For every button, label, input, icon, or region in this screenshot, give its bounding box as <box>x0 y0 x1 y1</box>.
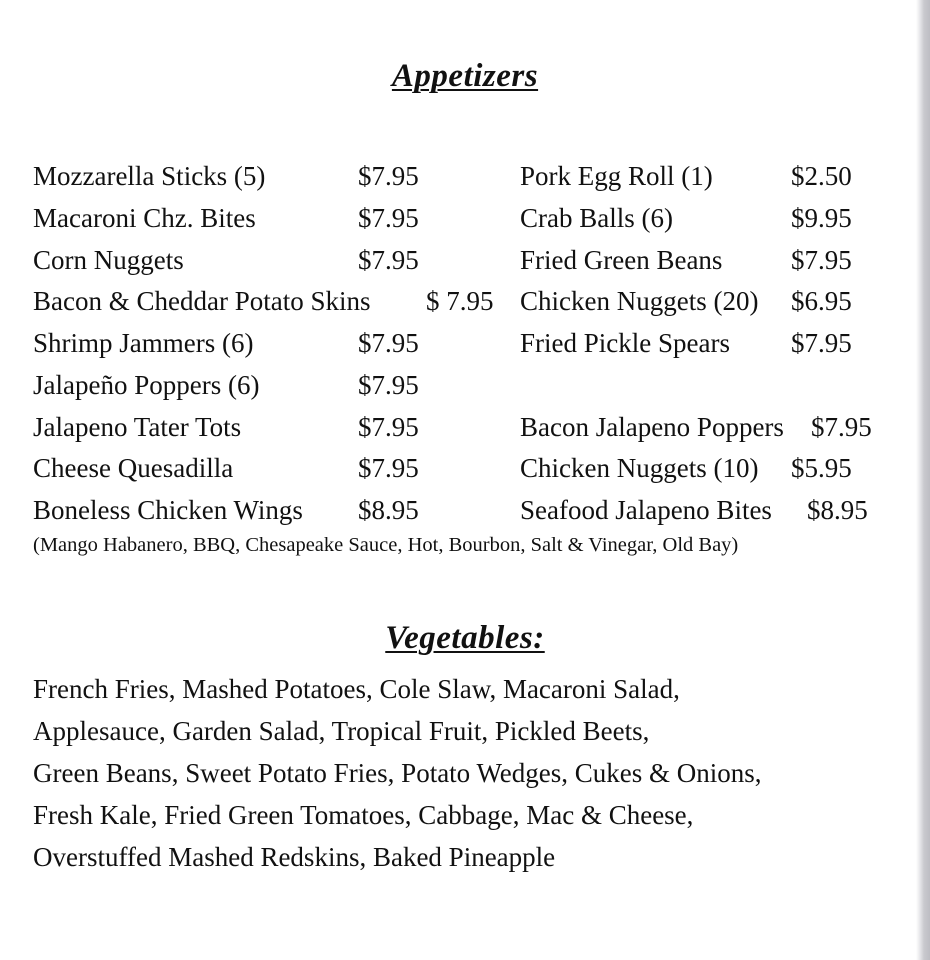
vegetables-line: Overstuffed Mashed Redskins, Baked Pineapple <box>33 842 556 872</box>
menu-item-name: Mozzarella Sticks (5) <box>33 161 266 191</box>
menu-item-price: $8.95 <box>807 495 868 525</box>
menu-item-price: $7.95 <box>791 245 852 275</box>
menu-item-price: $6.95 <box>791 286 852 316</box>
menu-item-name: Pork Egg Roll (1) <box>520 161 713 191</box>
menu-item-name: Shrimp Jammers (6) <box>33 328 254 358</box>
vegetables-heading: Vegetables: <box>385 620 545 656</box>
appetizers-heading: Appetizers <box>391 58 539 94</box>
menu-item-name: Chicken Nuggets (20) <box>520 286 759 316</box>
page-edge-shadow <box>916 0 930 960</box>
menu-item-price: $7.95 <box>358 412 419 442</box>
menu-item-price: $7.95 <box>358 453 419 483</box>
menu-item-price: $7.95 <box>358 370 419 400</box>
menu-item-price: $7.95 <box>358 328 419 358</box>
menu-item-price: $7.95 <box>811 412 872 442</box>
menu-item-price: $5.95 <box>791 453 852 483</box>
menu-item-name: Seafood Jalapeno Bites <box>520 495 772 525</box>
menu-item-name: Jalapeño Poppers (6) <box>33 370 260 400</box>
menu-item-name: Macaroni Chz. Bites <box>33 203 256 233</box>
menu-item-name: Chicken Nuggets (10) <box>520 453 759 483</box>
menu-item-name: Boneless Chicken Wings <box>33 495 303 525</box>
menu-item-name: Cheese Quesadilla <box>33 453 234 483</box>
menu-item-price: $7.95 <box>358 161 419 191</box>
menu-item-price: $2.50 <box>791 161 852 191</box>
menu-item-name: Bacon & Cheddar Potato Skins <box>33 286 371 316</box>
menu-item-name: Crab Balls (6) <box>520 203 673 233</box>
vegetables-line: Applesauce, Garden Salad, Tropical Fruit, Pickled Beets, <box>33 716 650 746</box>
sauce-options-note: (Mango Habanero, BBQ, Chesapeake Sauce, Hot, Bourbon, Salt & Vinegar, Old Bay) <box>33 534 739 556</box>
menu-item-name: Fried Pickle Spears <box>520 328 730 358</box>
vegetables-line: Fresh Kale, Fried Green Tomatoes, Cabbage, Mac & Cheese, <box>33 800 694 830</box>
menu-item-price: $7.95 <box>791 328 852 358</box>
menu-item-price: $7.95 <box>358 245 419 275</box>
menu-item-name: Jalapeno Tater Tots <box>33 412 242 442</box>
vegetables-line: Green Beans, Sweet Potato Fries, Potato Wedges, Cukes & Onions, <box>33 758 762 788</box>
menu-item-price: $9.95 <box>791 203 852 233</box>
vegetables-line: French Fries, Mashed Potatoes, Cole Slaw, Macaroni Salad, <box>33 674 680 704</box>
menu-item-name: Corn Nuggets <box>33 245 184 275</box>
menu-item-price: $ 7.95 <box>426 286 494 316</box>
menu-item-price: $8.95 <box>358 495 419 525</box>
menu-item-name: Fried Green Beans <box>520 245 723 275</box>
menu-item-price: $7.95 <box>358 203 419 233</box>
menu-item-name: Bacon Jalapeno Poppers <box>520 412 784 442</box>
